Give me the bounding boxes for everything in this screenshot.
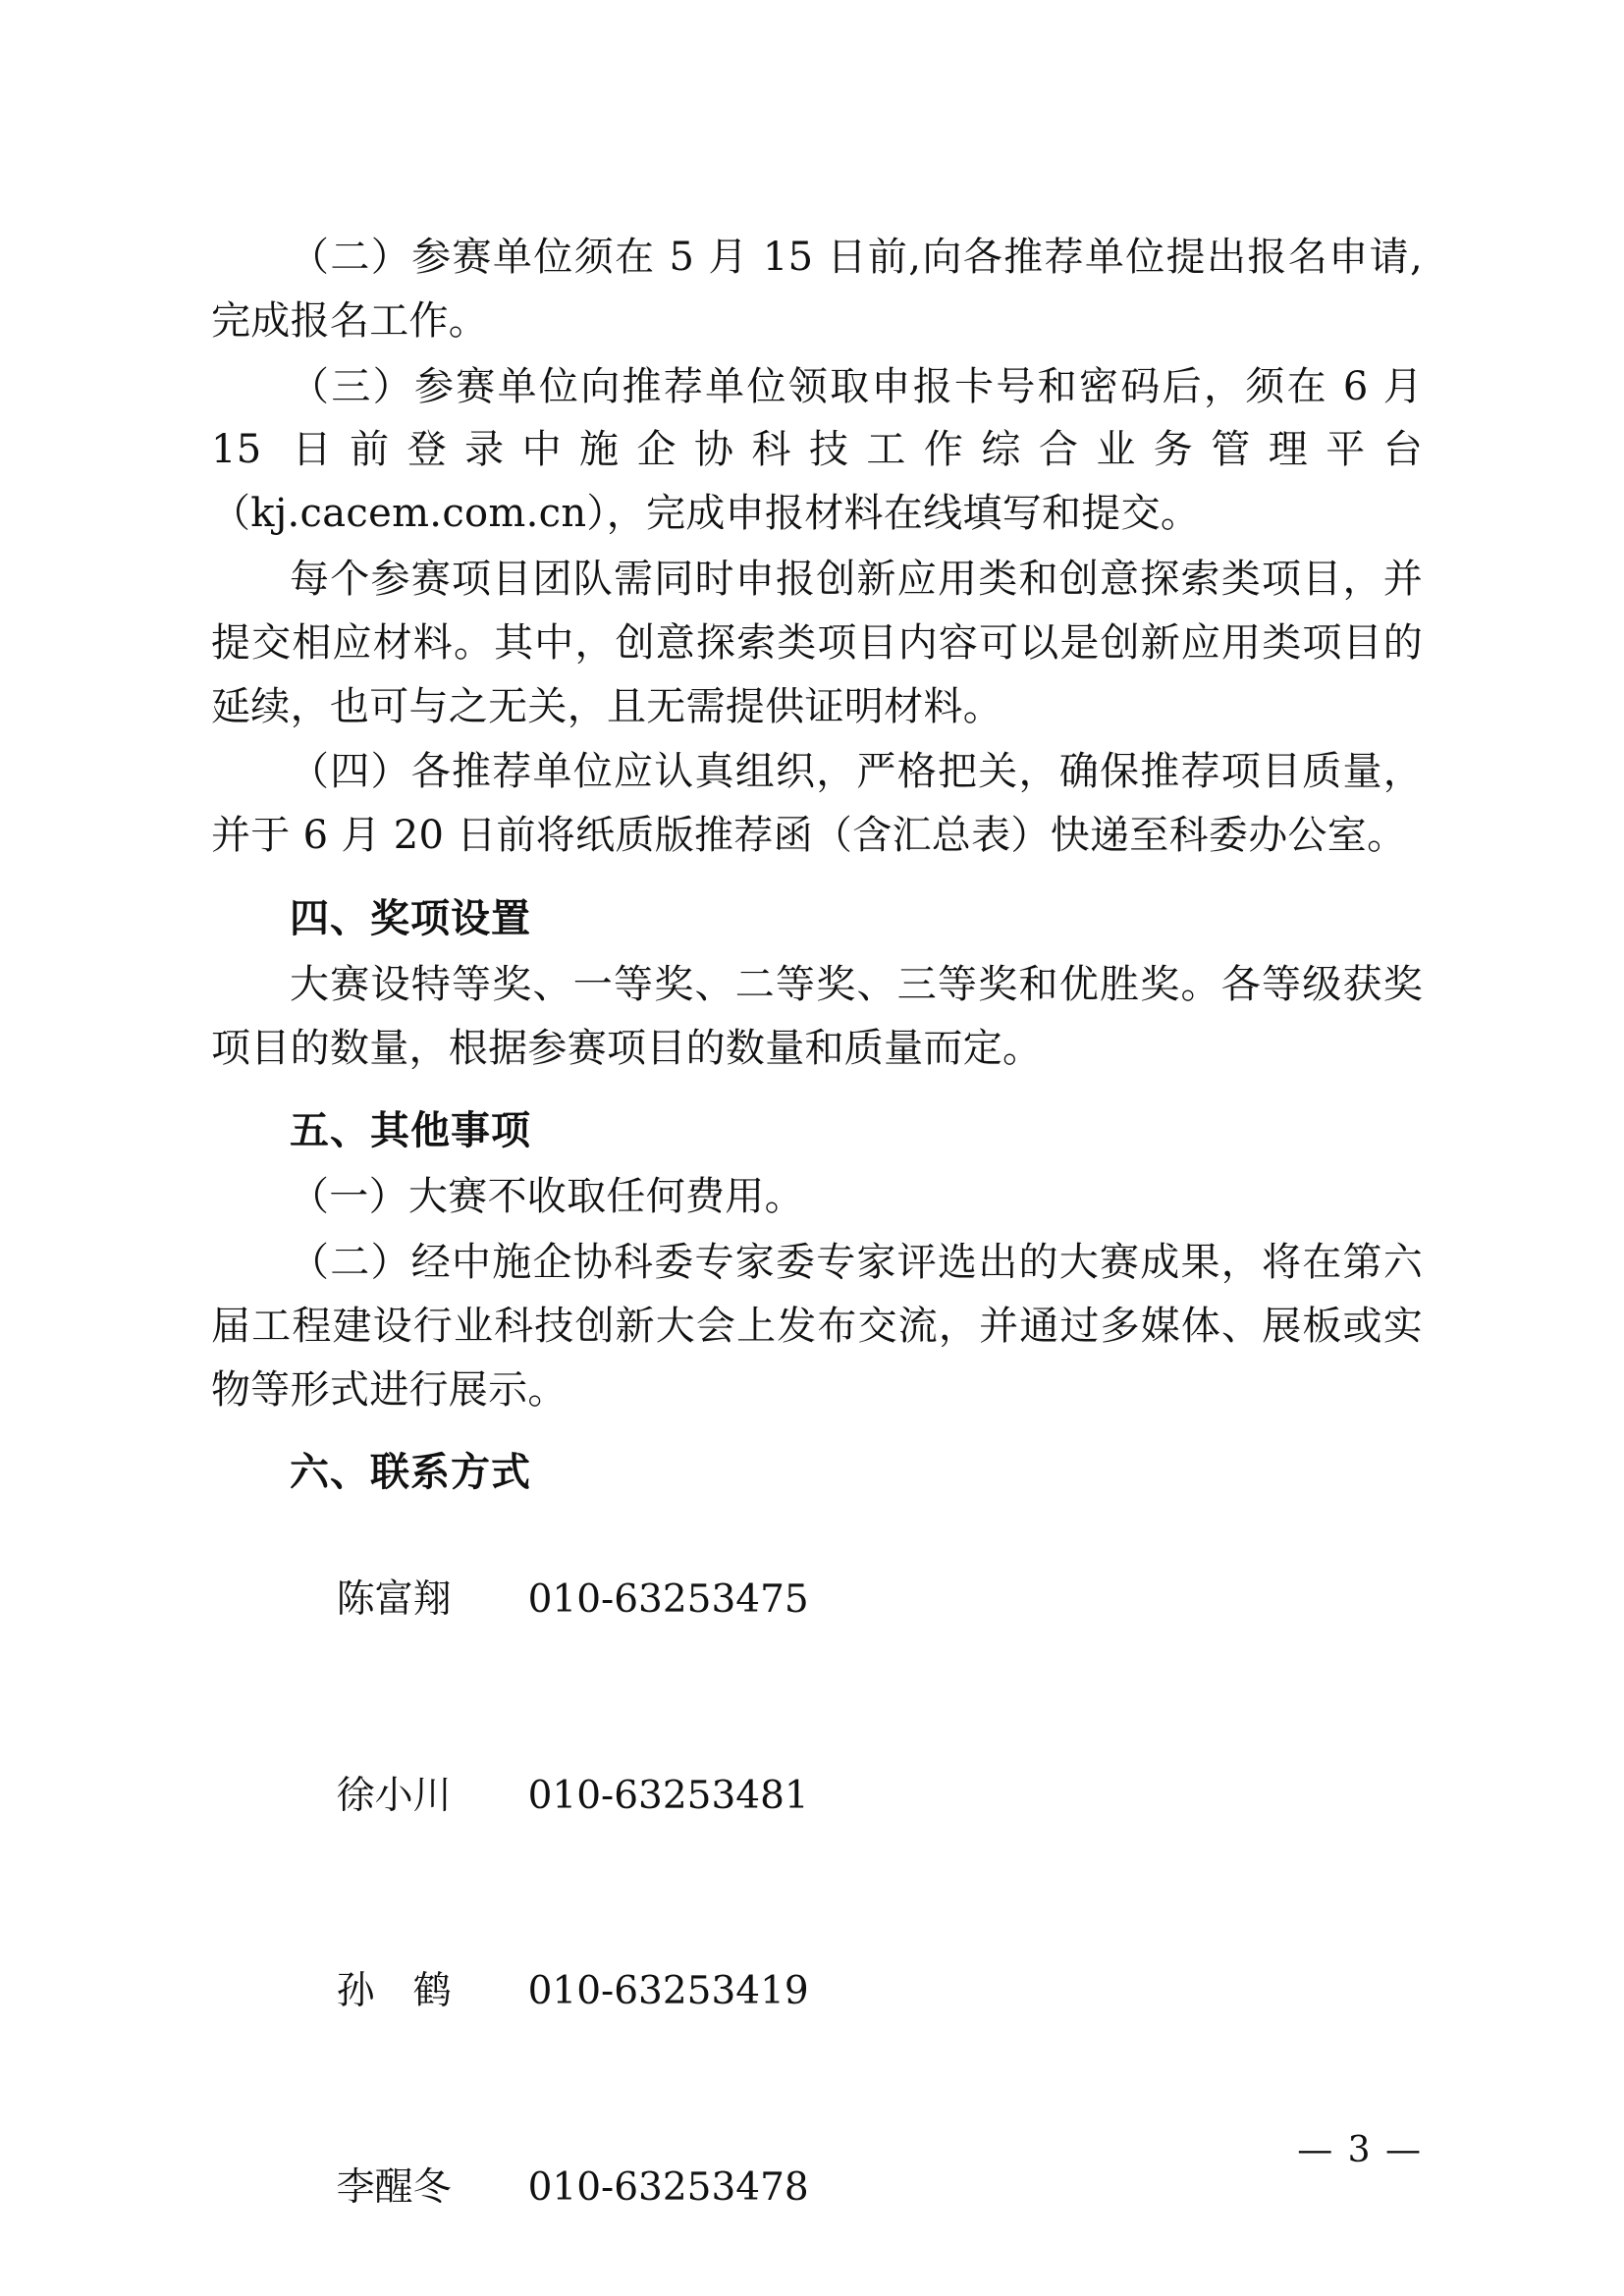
contact-phone: 010-63253475 bbox=[527, 1577, 809, 1623]
contact-row bbox=[211, 1507, 1423, 1693]
contact-row bbox=[211, 2095, 1423, 2281]
contact-name: 李醒冬 bbox=[336, 2164, 452, 2210]
contact-name: 陈富翔 bbox=[336, 1577, 452, 1623]
paragraph-item-three: （三）参赛单位向推荐单位领取申报卡号和密码后，须在 6 月 15 日前登录中施企协科技工作综合业务管理平台（kj.cacem.com.cn），完成申报材料在线填写和提交。 bbox=[211, 363, 1423, 537]
paragraph-section-five-item-one: （一）大赛不收取任何费用。 bbox=[290, 1174, 804, 1220]
paragraph-item-two: （二）参赛单位须在 5 月 15 日前,向各推荐单位提出报名申请,完成报名工作。 bbox=[211, 235, 1423, 344]
contact-phone: 010-63253419 bbox=[527, 1969, 809, 2014]
contact-row bbox=[211, 1703, 1423, 1890]
heading-section-four: 四、奖项设置 bbox=[290, 894, 531, 941]
contact-name: 孙 鹤 bbox=[336, 1969, 452, 2014]
contact-name: 徐小川 bbox=[336, 1773, 452, 1818]
contact-phone: 010-63253481 bbox=[527, 1773, 809, 1818]
paragraph-item-four: （四）各推荐单位应认真组织，严格把关，确保推荐项目质量，并于 6 月 20 日前将纸质版推荐函（含汇总表）快递至科委办公室。 bbox=[211, 749, 1423, 859]
page-number: — 3 — bbox=[1297, 2130, 1423, 2170]
paragraph-section-five-item-two: （二）经中施企协科委专家委专家评选出的大赛成果，将在第六届工程建设行业科技创新大会上发布交流，并通过多媒体、展板或实物等形式进行展示。 bbox=[211, 1239, 1423, 1413]
heading-section-six: 六、联系方式 bbox=[290, 1449, 531, 1496]
paragraph-item-three-note: 每个参赛项目团队需同时申报创新应用类和创意探索类项目，并提交相应材料。其中，创意探索类项目内容可以是创新应用类项目的延续，也可与之无关，且无需提供证明材料。 bbox=[211, 556, 1423, 729]
heading-section-five: 五、其他事项 bbox=[290, 1107, 531, 1154]
contact-row bbox=[211, 1898, 1423, 2085]
contact-phone: 010-63253478 bbox=[527, 2164, 809, 2210]
paragraph-section-four-body: 大赛设特等奖、一等奖、二等奖、三等奖和优胜奖。各等级获奖项目的数量，根据参赛项目的数量和质量而定。 bbox=[211, 961, 1423, 1071]
